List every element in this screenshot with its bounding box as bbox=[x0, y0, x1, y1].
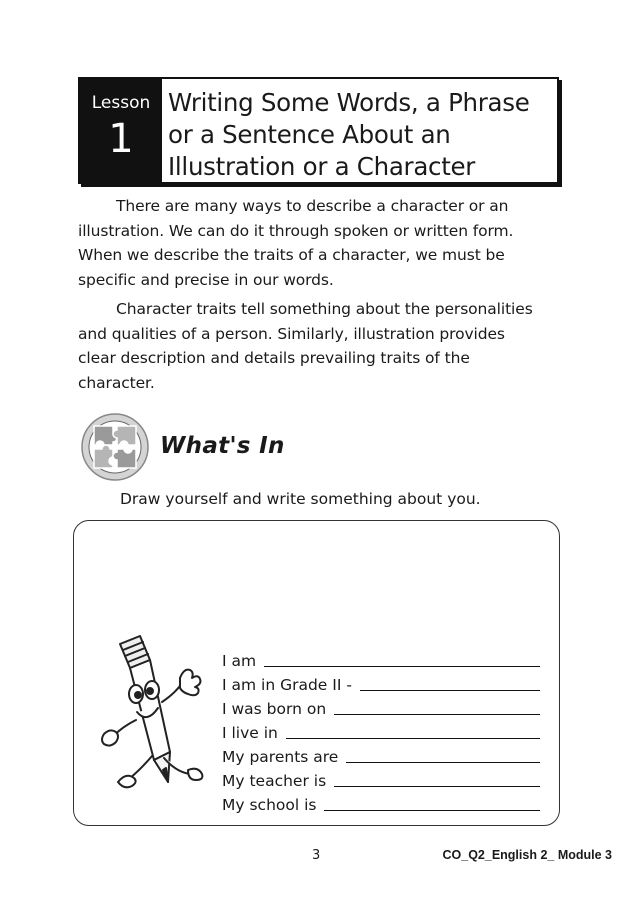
lesson-header bbox=[78, 77, 559, 184]
paragraph-line: specific and precise in our words. bbox=[78, 270, 334, 289]
answer-blank[interactable] bbox=[264, 666, 540, 667]
instruction-text: Draw yourself and write something about you. bbox=[120, 490, 481, 508]
prompt-label: My teacher is bbox=[222, 772, 327, 790]
lesson-badge bbox=[80, 79, 162, 182]
prompt-line bbox=[222, 674, 540, 694]
paragraph-line: There are many ways to describe a character or an bbox=[116, 197, 509, 215]
answer-blank[interactable] bbox=[334, 786, 540, 787]
paragraph-line: When we describe the traits of a character, we must be bbox=[78, 246, 505, 264]
lesson-title bbox=[162, 79, 557, 182]
paragraph-line: Character traits tell something about the personalities bbox=[116, 300, 533, 318]
page-number: 3 bbox=[312, 848, 321, 863]
prompt-line bbox=[222, 770, 540, 790]
lesson-title-line: Writing Some Words, a Phrase bbox=[168, 88, 530, 117]
prompt-line bbox=[222, 650, 540, 670]
prompt-label: I live in bbox=[222, 724, 278, 742]
prompt-line bbox=[222, 722, 540, 742]
lesson-label: Lesson bbox=[91, 93, 151, 113]
prompt-label: My school is bbox=[222, 796, 317, 814]
module-code: CO_Q2_English 2_ Module 3 bbox=[442, 848, 612, 862]
paragraph-line: illustration. We can do it through spoken or written form. bbox=[78, 221, 514, 240]
traits-paragraph bbox=[78, 297, 564, 395]
paragraph-line: clear description and details prevailing traits of the bbox=[78, 349, 470, 367]
answer-blank[interactable] bbox=[324, 810, 540, 811]
answer-blank[interactable] bbox=[360, 690, 540, 691]
prompt-label: I am in Grade II - bbox=[222, 676, 352, 694]
paragraph-line: character. bbox=[78, 373, 155, 392]
prompt-line bbox=[222, 746, 540, 766]
prompt-line bbox=[222, 794, 540, 814]
answer-blank[interactable] bbox=[334, 714, 540, 715]
puzzle-icon bbox=[80, 412, 150, 482]
pencil-mascot-icon bbox=[92, 632, 212, 802]
prompt-label: I am bbox=[222, 652, 257, 670]
lesson-number: 1 bbox=[108, 116, 134, 162]
lesson-title-line: Illustration or a Character bbox=[168, 152, 476, 181]
section-title: What's In bbox=[160, 433, 285, 459]
prompt-label: My parents are bbox=[222, 748, 339, 766]
prompt-line bbox=[222, 698, 540, 718]
answer-blank[interactable] bbox=[346, 762, 540, 763]
answer-blank[interactable] bbox=[286, 738, 540, 739]
paragraph-line: and qualities of a person. Similarly, illustration provides bbox=[78, 324, 505, 343]
prompt-label: I was born on bbox=[222, 700, 327, 718]
intro-paragraph bbox=[78, 194, 564, 292]
lesson-title-line: or a Sentence About an bbox=[168, 120, 451, 149]
